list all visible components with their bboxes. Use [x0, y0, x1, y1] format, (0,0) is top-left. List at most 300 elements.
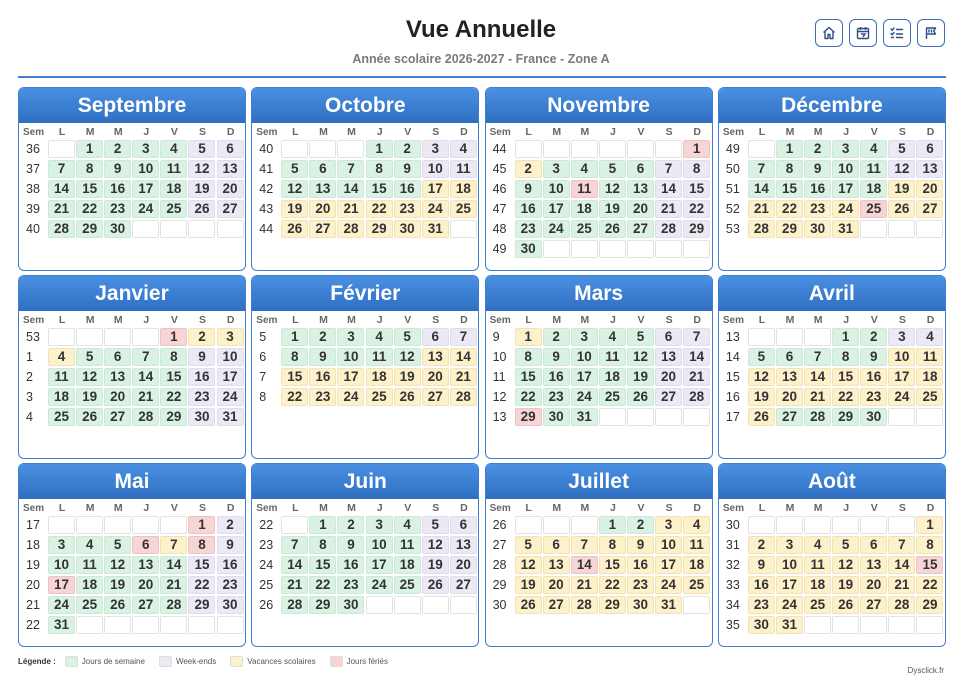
day-cell[interactable]: 17	[776, 576, 803, 594]
day-cell[interactable]: 23	[860, 388, 887, 406]
day-cell[interactable]: 13	[132, 556, 159, 574]
day-cell[interactable]: 6	[104, 348, 131, 366]
day-cell[interactable]: 2	[337, 516, 364, 534]
day-cell[interactable]: 4	[76, 536, 103, 554]
day-cell[interactable]: 20	[217, 180, 244, 198]
day-cell[interactable]: 30	[337, 596, 364, 614]
day-cell[interactable]: 13	[309, 180, 336, 198]
day-cell[interactable]: 7	[160, 536, 187, 554]
day-cell[interactable]: 7	[748, 160, 775, 178]
day-cell[interactable]: 4	[450, 140, 477, 158]
day-cell[interactable]: 8	[832, 348, 859, 366]
day-cell[interactable]: 1	[281, 328, 308, 346]
day-cell[interactable]: 19	[888, 180, 915, 198]
day-cell[interactable]: 19	[515, 576, 542, 594]
day-cell[interactable]: 7	[571, 536, 598, 554]
day-cell[interactable]: 6	[309, 160, 336, 178]
day-cell[interactable]: 28	[683, 388, 710, 406]
day-cell[interactable]: 16	[217, 556, 244, 574]
day-cell[interactable]: 24	[217, 388, 244, 406]
day-cell[interactable]: 12	[104, 556, 131, 574]
day-cell[interactable]: 1	[599, 516, 626, 534]
day-cell[interactable]: 18	[394, 556, 421, 574]
day-cell[interactable]: 21	[804, 388, 831, 406]
day-cell[interactable]: 3	[217, 328, 244, 346]
day-cell[interactable]: 7	[888, 536, 915, 554]
day-cell[interactable]: 16	[394, 180, 421, 198]
day-cell[interactable]: 25	[76, 596, 103, 614]
day-cell[interactable]: 19	[832, 576, 859, 594]
day-cell[interactable]: 3	[888, 328, 915, 346]
day-cell[interactable]: 18	[160, 180, 187, 198]
day-cell[interactable]: 19	[599, 200, 626, 218]
day-cell[interactable]: 15	[160, 368, 187, 386]
day-cell[interactable]: 28	[804, 408, 831, 426]
day-cell[interactable]: 28	[160, 596, 187, 614]
day-cell[interactable]: 15	[366, 180, 393, 198]
day-cell[interactable]: 1	[188, 516, 215, 534]
day-cell[interactable]: 21	[281, 576, 308, 594]
day-cell[interactable]: 16	[337, 556, 364, 574]
day-cell[interactable]: 18	[366, 368, 393, 386]
day-cell[interactable]: 16	[804, 180, 831, 198]
day-cell[interactable]: 20	[543, 576, 570, 594]
day-cell[interactable]: 8	[281, 348, 308, 366]
day-cell[interactable]: 27	[776, 408, 803, 426]
day-cell[interactable]: 26	[627, 388, 654, 406]
day-cell[interactable]: 13	[916, 160, 943, 178]
day-cell[interactable]: 26	[515, 596, 542, 614]
day-cell[interactable]: 30	[627, 596, 654, 614]
day-cell[interactable]: 14	[655, 180, 682, 198]
day-cell[interactable]: 25	[804, 596, 831, 614]
day-cell[interactable]: 5	[627, 328, 654, 346]
day-cell[interactable]: 26	[422, 576, 449, 594]
day-cell[interactable]: 29	[160, 408, 187, 426]
day-cell[interactable]: 13	[450, 536, 477, 554]
day-cell[interactable]: 29	[188, 596, 215, 614]
day-cell[interactable]: 25	[571, 220, 598, 238]
day-cell[interactable]: 8	[160, 348, 187, 366]
day-cell[interactable]: 18	[683, 556, 710, 574]
day-cell[interactable]: 12	[599, 180, 626, 198]
day-cell[interactable]: 21	[888, 576, 915, 594]
day-cell[interactable]: 11	[394, 536, 421, 554]
day-cell[interactable]: 11	[599, 348, 626, 366]
day-cell[interactable]: 21	[450, 368, 477, 386]
day-cell[interactable]: 16	[515, 200, 542, 218]
day-cell[interactable]: 25	[860, 200, 887, 218]
day-cell[interactable]: 24	[776, 596, 803, 614]
day-cell[interactable]: 25	[48, 408, 75, 426]
day-cell[interactable]: 18	[916, 368, 943, 386]
day-cell[interactable]: 22	[515, 388, 542, 406]
flag-button[interactable]	[917, 19, 945, 47]
day-cell[interactable]: 19	[76, 388, 103, 406]
day-cell[interactable]: 29	[309, 596, 336, 614]
day-cell[interactable]: 13	[543, 556, 570, 574]
day-cell[interactable]: 27	[309, 220, 336, 238]
day-cell[interactable]: 25	[683, 576, 710, 594]
day-cell[interactable]: 9	[627, 536, 654, 554]
day-cell[interactable]: 5	[832, 536, 859, 554]
day-cell[interactable]: 24	[655, 576, 682, 594]
day-cell[interactable]: 9	[515, 180, 542, 198]
day-cell[interactable]: 7	[804, 348, 831, 366]
day-cell[interactable]: 26	[188, 200, 215, 218]
day-cell[interactable]: 23	[309, 388, 336, 406]
day-cell[interactable]: 3	[543, 160, 570, 178]
day-cell[interactable]: 21	[571, 576, 598, 594]
day-cell[interactable]: 28	[281, 596, 308, 614]
day-cell[interactable]: 21	[683, 368, 710, 386]
day-cell[interactable]: 27	[104, 408, 131, 426]
day-cell[interactable]: 11	[683, 536, 710, 554]
day-cell[interactable]: 12	[515, 556, 542, 574]
day-cell[interactable]: 10	[217, 348, 244, 366]
day-cell[interactable]: 10	[422, 160, 449, 178]
day-cell[interactable]: 7	[48, 160, 75, 178]
day-cell[interactable]: 9	[543, 348, 570, 366]
day-cell[interactable]: 26	[748, 408, 775, 426]
day-cell[interactable]: 25	[160, 200, 187, 218]
day-cell[interactable]: 23	[543, 388, 570, 406]
day-cell[interactable]: 3	[366, 516, 393, 534]
day-cell[interactable]: 29	[683, 220, 710, 238]
day-cell[interactable]: 4	[366, 328, 393, 346]
day-cell[interactable]: 28	[748, 220, 775, 238]
day-cell[interactable]: 29	[776, 220, 803, 238]
day-cell[interactable]: 28	[655, 220, 682, 238]
day-cell[interactable]: 24	[422, 200, 449, 218]
day-cell[interactable]: 18	[48, 388, 75, 406]
day-cell[interactable]: 27	[132, 596, 159, 614]
day-cell[interactable]: 17	[132, 180, 159, 198]
day-cell[interactable]: 29	[832, 408, 859, 426]
day-cell[interactable]: 20	[309, 200, 336, 218]
day-cell[interactable]: 9	[748, 556, 775, 574]
day-cell[interactable]: 22	[683, 200, 710, 218]
day-cell[interactable]: 20	[860, 576, 887, 594]
day-cell[interactable]: 26	[599, 220, 626, 238]
day-cell[interactable]: 30	[217, 596, 244, 614]
day-cell[interactable]: 30	[394, 220, 421, 238]
day-cell[interactable]: 9	[860, 348, 887, 366]
day-cell[interactable]: 11	[366, 348, 393, 366]
day-cell[interactable]: 25	[916, 388, 943, 406]
day-cell[interactable]: 6	[916, 140, 943, 158]
day-cell[interactable]: 8	[599, 536, 626, 554]
day-cell[interactable]: 17	[337, 368, 364, 386]
day-cell[interactable]: 28	[48, 220, 75, 238]
day-cell[interactable]: 17	[217, 368, 244, 386]
day-cell[interactable]: 14	[132, 368, 159, 386]
day-cell[interactable]: 27	[860, 596, 887, 614]
day-cell[interactable]: 24	[132, 200, 159, 218]
day-cell[interactable]: 19	[627, 368, 654, 386]
day-cell[interactable]: 27	[217, 200, 244, 218]
day-cell[interactable]: 21	[655, 200, 682, 218]
day-cell[interactable]: 17	[832, 180, 859, 198]
day-cell[interactable]: 17	[422, 180, 449, 198]
day-cell[interactable]: 9	[394, 160, 421, 178]
day-cell[interactable]: 24	[366, 576, 393, 594]
day-cell[interactable]: 8	[76, 160, 103, 178]
day-cell[interactable]: 7	[281, 536, 308, 554]
day-cell[interactable]: 23	[515, 220, 542, 238]
day-cell[interactable]: 12	[394, 348, 421, 366]
day-cell[interactable]: 5	[76, 348, 103, 366]
day-cell[interactable]: 1	[832, 328, 859, 346]
day-cell[interactable]: 8	[188, 536, 215, 554]
day-cell[interactable]: 26	[888, 200, 915, 218]
day-cell[interactable]: 16	[748, 576, 775, 594]
day-cell[interactable]: 21	[337, 200, 364, 218]
day-cell[interactable]: 29	[916, 596, 943, 614]
day-cell[interactable]: 20	[655, 368, 682, 386]
day-cell[interactable]: 16	[104, 180, 131, 198]
calendar-button[interactable]	[849, 19, 877, 47]
day-cell[interactable]: 20	[450, 556, 477, 574]
day-cell[interactable]: 14	[48, 180, 75, 198]
day-cell[interactable]: 22	[76, 200, 103, 218]
day-cell[interactable]: 20	[104, 388, 131, 406]
day-cell[interactable]: 11	[860, 160, 887, 178]
day-cell[interactable]: 31	[776, 616, 803, 634]
day-cell[interactable]: 5	[394, 328, 421, 346]
day-cell[interactable]: 2	[394, 140, 421, 158]
day-cell[interactable]: 11	[160, 160, 187, 178]
day-cell[interactable]: 8	[515, 348, 542, 366]
day-cell[interactable]: 19	[422, 556, 449, 574]
day-cell[interactable]: 4	[804, 536, 831, 554]
day-cell[interactable]: 16	[543, 368, 570, 386]
day-cell[interactable]: 9	[804, 160, 831, 178]
day-cell[interactable]: 18	[860, 180, 887, 198]
day-cell[interactable]: 12	[188, 160, 215, 178]
day-cell[interactable]: 13	[627, 180, 654, 198]
day-cell[interactable]: 31	[48, 616, 75, 634]
day-cell[interactable]: 23	[627, 576, 654, 594]
day-cell[interactable]: 13	[655, 348, 682, 366]
day-cell[interactable]: 10	[366, 536, 393, 554]
day-cell[interactable]: 22	[916, 576, 943, 594]
day-cell[interactable]: 27	[916, 200, 943, 218]
day-cell[interactable]: 5	[748, 348, 775, 366]
day-cell[interactable]: 6	[217, 140, 244, 158]
day-cell[interactable]: 16	[627, 556, 654, 574]
day-cell[interactable]: 9	[217, 536, 244, 554]
day-cell[interactable]: 28	[132, 408, 159, 426]
day-cell[interactable]: 4	[48, 348, 75, 366]
day-cell[interactable]: 29	[599, 596, 626, 614]
day-cell[interactable]: 2	[515, 160, 542, 178]
day-cell[interactable]: 25	[450, 200, 477, 218]
day-cell[interactable]: 13	[217, 160, 244, 178]
day-cell[interactable]: 27	[655, 388, 682, 406]
day-cell[interactable]: 2	[309, 328, 336, 346]
day-cell[interactable]: 20	[132, 576, 159, 594]
day-cell[interactable]: 14	[337, 180, 364, 198]
day-cell[interactable]: 23	[104, 200, 131, 218]
day-cell[interactable]: 19	[748, 388, 775, 406]
day-cell[interactable]: 16	[188, 368, 215, 386]
day-cell[interactable]: 1	[160, 328, 187, 346]
day-cell[interactable]: 7	[450, 328, 477, 346]
day-cell[interactable]: 30	[104, 220, 131, 238]
day-cell[interactable]: 22	[160, 388, 187, 406]
day-cell[interactable]: 10	[776, 556, 803, 574]
day-cell[interactable]: 10	[888, 348, 915, 366]
day-cell[interactable]: 4	[916, 328, 943, 346]
day-cell[interactable]: 5	[599, 160, 626, 178]
day-cell[interactable]: 1	[916, 516, 943, 534]
day-cell[interactable]: 28	[888, 596, 915, 614]
day-cell[interactable]: 23	[394, 200, 421, 218]
day-cell[interactable]: 18	[599, 368, 626, 386]
day-cell[interactable]: 21	[132, 388, 159, 406]
day-cell[interactable]: 24	[832, 200, 859, 218]
day-cell[interactable]: 14	[804, 368, 831, 386]
day-cell[interactable]: 28	[571, 596, 598, 614]
day-cell[interactable]: 5	[104, 536, 131, 554]
day-cell[interactable]: 29	[515, 408, 542, 426]
day-cell[interactable]: 15	[76, 180, 103, 198]
day-cell[interactable]: 25	[599, 388, 626, 406]
day-cell[interactable]: 12	[281, 180, 308, 198]
day-cell[interactable]: 6	[422, 328, 449, 346]
day-cell[interactable]: 23	[748, 596, 775, 614]
day-cell[interactable]: 6	[543, 536, 570, 554]
day-cell[interactable]: 26	[394, 388, 421, 406]
day-cell[interactable]: 12	[627, 348, 654, 366]
day-cell[interactable]: 16	[309, 368, 336, 386]
day-cell[interactable]: 22	[366, 200, 393, 218]
day-cell[interactable]: 15	[683, 180, 710, 198]
day-cell[interactable]: 21	[48, 200, 75, 218]
day-cell[interactable]: 14	[683, 348, 710, 366]
day-cell[interactable]: 2	[804, 140, 831, 158]
day-cell[interactable]: 28	[450, 388, 477, 406]
day-cell[interactable]: 3	[337, 328, 364, 346]
home-button[interactable]	[815, 19, 843, 47]
day-cell[interactable]: 20	[776, 388, 803, 406]
day-cell[interactable]: 10	[337, 348, 364, 366]
day-cell[interactable]: 6	[776, 348, 803, 366]
day-cell[interactable]: 27	[627, 220, 654, 238]
day-cell[interactable]: 9	[337, 536, 364, 554]
day-cell[interactable]: 11	[48, 368, 75, 386]
day-cell[interactable]: 13	[776, 368, 803, 386]
day-cell[interactable]: 22	[309, 576, 336, 594]
day-cell[interactable]: 12	[888, 160, 915, 178]
day-cell[interactable]: 12	[832, 556, 859, 574]
day-cell[interactable]: 4	[160, 140, 187, 158]
day-cell[interactable]: 17	[888, 368, 915, 386]
day-cell[interactable]: 12	[76, 368, 103, 386]
day-cell[interactable]: 13	[860, 556, 887, 574]
day-cell[interactable]: 13	[104, 368, 131, 386]
day-cell[interactable]: 8	[916, 536, 943, 554]
day-cell[interactable]: 17	[571, 368, 598, 386]
day-cell[interactable]: 31	[422, 220, 449, 238]
day-cell[interactable]: 25	[394, 576, 421, 594]
day-cell[interactable]: 30	[543, 408, 570, 426]
day-cell[interactable]: 22	[188, 576, 215, 594]
day-cell[interactable]: 10	[832, 160, 859, 178]
day-cell[interactable]: 20	[422, 368, 449, 386]
day-cell[interactable]: 15	[832, 368, 859, 386]
day-cell[interactable]: 1	[515, 328, 542, 346]
day-cell[interactable]: 18	[76, 576, 103, 594]
day-cell[interactable]: 21	[160, 576, 187, 594]
day-cell[interactable]: 26	[104, 596, 131, 614]
day-cell[interactable]: 22	[599, 576, 626, 594]
day-cell[interactable]: 11	[450, 160, 477, 178]
day-cell[interactable]: 31	[832, 220, 859, 238]
day-cell[interactable]: 3	[776, 536, 803, 554]
day-cell[interactable]: 22	[832, 388, 859, 406]
day-cell[interactable]: 10	[48, 556, 75, 574]
day-cell[interactable]: 27	[422, 388, 449, 406]
day-cell[interactable]: 26	[832, 596, 859, 614]
day-cell[interactable]: 8	[683, 160, 710, 178]
day-cell[interactable]: 28	[337, 220, 364, 238]
day-cell[interactable]: 23	[217, 576, 244, 594]
day-cell[interactable]: 13	[422, 348, 449, 366]
day-cell[interactable]: 9	[309, 348, 336, 366]
day-cell[interactable]: 26	[281, 220, 308, 238]
day-cell[interactable]: 20	[916, 180, 943, 198]
day-cell[interactable]: 3	[571, 328, 598, 346]
day-cell[interactable]: 29	[76, 220, 103, 238]
day-cell[interactable]: 18	[804, 576, 831, 594]
day-cell[interactable]: 1	[309, 516, 336, 534]
day-cell[interactable]: 10	[571, 348, 598, 366]
day-cell[interactable]: 3	[422, 140, 449, 158]
day-cell[interactable]: 6	[627, 160, 654, 178]
day-cell[interactable]: 15	[776, 180, 803, 198]
day-cell[interactable]: 11	[916, 348, 943, 366]
day-cell[interactable]: 4	[860, 140, 887, 158]
day-cell[interactable]: 19	[104, 576, 131, 594]
day-cell[interactable]: 6	[132, 536, 159, 554]
day-cell[interactable]: 4	[394, 516, 421, 534]
day-cell[interactable]: 17	[655, 556, 682, 574]
day-cell[interactable]: 7	[655, 160, 682, 178]
day-cell[interactable]: 9	[104, 160, 131, 178]
day-cell[interactable]: 2	[188, 328, 215, 346]
day-cell[interactable]: 24	[543, 220, 570, 238]
day-cell[interactable]: 6	[655, 328, 682, 346]
day-cell[interactable]: 23	[188, 388, 215, 406]
day-cell[interactable]: 1	[776, 140, 803, 158]
day-cell[interactable]: 11	[571, 180, 598, 198]
day-cell[interactable]: 24	[888, 388, 915, 406]
day-cell[interactable]: 15	[309, 556, 336, 574]
day-cell[interactable]: 15	[916, 556, 943, 574]
day-cell[interactable]: 22	[281, 388, 308, 406]
day-cell[interactable]: 14	[748, 180, 775, 198]
day-cell[interactable]: 2	[748, 536, 775, 554]
day-cell[interactable]: 22	[776, 200, 803, 218]
day-cell[interactable]: 11	[804, 556, 831, 574]
day-cell[interactable]: 1	[366, 140, 393, 158]
day-cell[interactable]: 25	[366, 388, 393, 406]
day-cell[interactable]: 26	[76, 408, 103, 426]
day-cell[interactable]: 18	[450, 180, 477, 198]
day-cell[interactable]: 23	[337, 576, 364, 594]
